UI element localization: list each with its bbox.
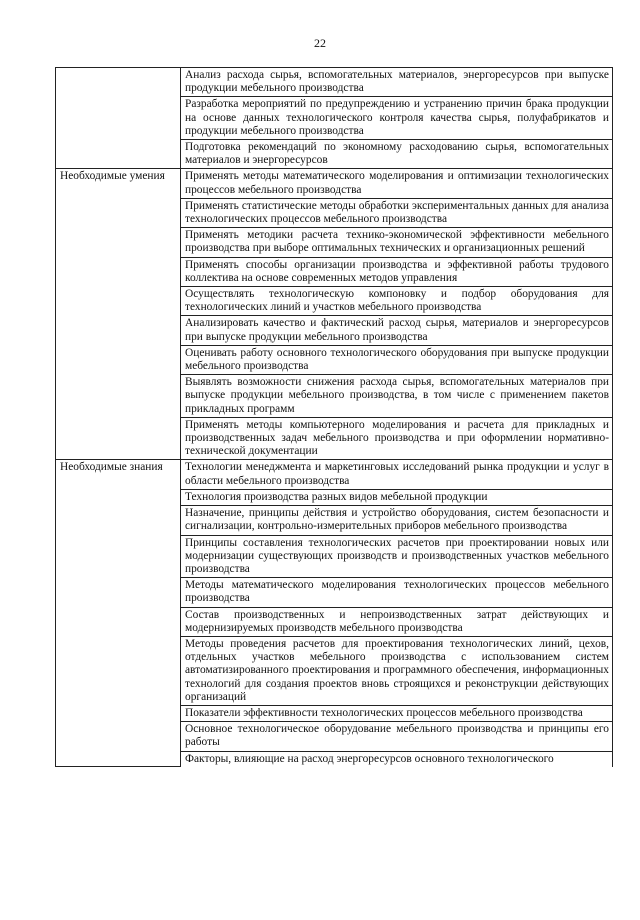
- table-cell: Оценивать работу основного технологического оборудования при выпуске продукции мебельного производства: [181, 345, 613, 374]
- table-cell: Анализировать качество и фактический расход сырья, материалов и энергоресурсов при выпуске продукции мебельного производства: [181, 316, 613, 345]
- row-label-knowledge: Необходимые знания: [56, 460, 181, 767]
- table-cell: Подготовка рекомендаций по экономному расходованию сырья, вспомогательных материалов и энергоресурсов: [181, 140, 613, 169]
- table-cell: Назначение, принципы действия и устройство оборудования, систем безопасности и сигнализации, контрольно-измерительных приборов мебельного производства: [181, 506, 613, 535]
- table-cell: Осуществлять технологическую компоновку и подбор оборудования для технологических линий и участков мебельного производства: [181, 287, 613, 316]
- table-row: [56, 460, 613, 489]
- table-cell: Выявлять возможности снижения расхода сырья, вспомогательных материалов при выпуске продукции мебельного производства, в том числе с применением пакетов прикладных программ: [181, 375, 613, 418]
- table-cell: Разработка мероприятий по предупреждению и устранению причин брака продукции на основе данных технологического контроля качества сырья, полуфабрикатов и продукции мебельного производства: [181, 97, 613, 140]
- table-cell: Применять методы математического моделирования и оптимизации технологических процессов мебельного производства: [181, 169, 613, 198]
- table-cell: Факторы, влияющие на расход энергоресурсов основного технологического: [181, 751, 613, 767]
- table-cell: Анализ расхода сырья, вспомогательных материалов, энергоресурсов при выпуске продукции мебельного производства: [181, 68, 613, 97]
- table-cell: Методы проведения расчетов для проектирования технологических линий, цехов, отдельных участков мебельного производства с использованием систем автоматизированного проектирования и программного обеспечения, информационных технологий для создания проектов вновь строящихся и реконструкции действующих организаций: [181, 636, 613, 705]
- page-number: 22: [314, 36, 326, 50]
- table-cell: Основное технологическое оборудование мебельного производства и принципы его работы: [181, 722, 613, 751]
- table-cell: Методы математического моделирования технологических процессов мебельного производства: [181, 578, 613, 607]
- table-cell: Применять методики расчета технико-экономической эффективности мебельного производства при выборе оптимальных технических и организационных решений: [181, 228, 613, 257]
- row-label-continuation: [56, 68, 181, 169]
- table-row: [56, 169, 613, 198]
- table-cell: Применять методы компьютерного моделирования и расчета для прикладных и производственных задач мебельного производства и при оформлении нормативно-технической документации: [181, 417, 613, 460]
- row-label-skills: Необходимые умения: [56, 169, 181, 460]
- table-cell: Показатели эффективности технологических процессов мебельного производства: [181, 705, 613, 721]
- table-cell: Применять статистические методы обработки экспериментальных данных для анализа технологических процессов мебельного производства: [181, 198, 613, 227]
- table-cell: Технологии менеджмента и маркетинговых исследований рынка продукции и услуг в области мебельного производства: [181, 460, 613, 489]
- table-row: [56, 68, 613, 97]
- requirements-table: [55, 67, 613, 767]
- table-cell: Принципы составления технологических расчетов при проектировании новых или модернизации существующих производств и производственных участков мебельного производства: [181, 535, 613, 578]
- table-cell: Технология производства разных видов мебельной продукции: [181, 489, 613, 505]
- table-cell: Состав производственных и непроизводственных затрат действующих и модернизируемых производств мебельного производства: [181, 607, 613, 636]
- table-cell: Применять способы организации производства и эффективной работы трудового коллектива на основе современных методов управления: [181, 257, 613, 286]
